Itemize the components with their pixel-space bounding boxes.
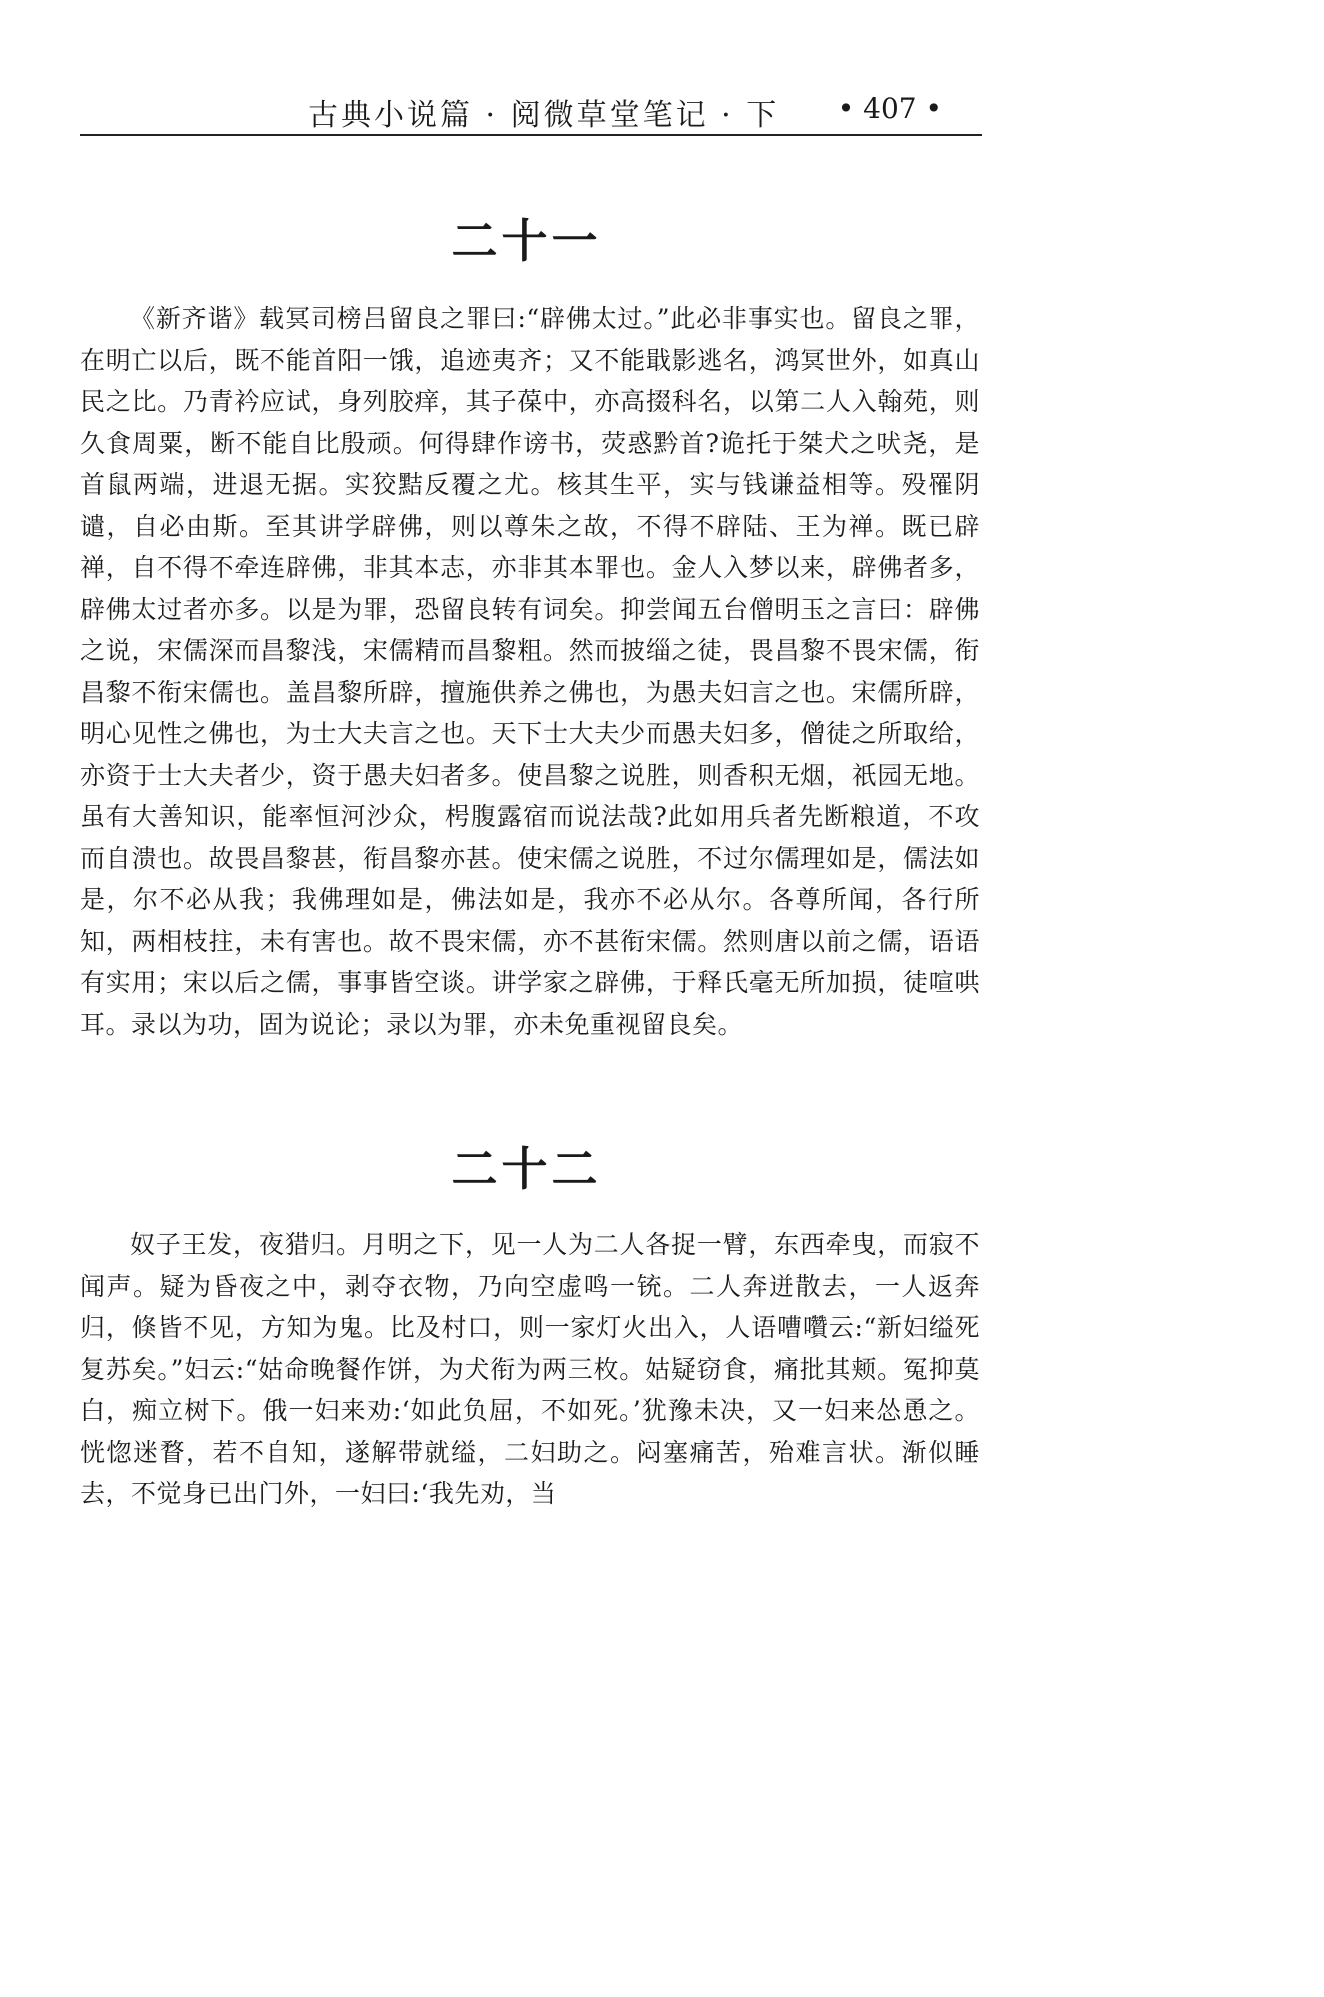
running-header-title: 古典小说篇 · 阅微草堂笔记 · 下 [308, 98, 780, 133]
section-heading-21: 二十一 [451, 214, 602, 268]
running-header [80, 84, 982, 136]
section-heading-22: 二十二 [451, 1142, 602, 1196]
page-number: • 407 • [837, 92, 942, 125]
section-body-21: 《新齐谐》载冥司榜吕留良之罪曰:“辟佛太过。”此必非事实也。留良之罪，在明亡以后，既不能首阳一饿，追迹夷齐；又不能戢影逃名，鸿冥世外，如真山民之比。乃青衿应试，身列胶痒，其子葆中，亦高掇科名，以第二人入翰苑，则久食周粟，断不能自比殷顽。何得肆作谤书，荧惑黔首?诡托于桀犬之吠尧，是首鼠两端，进退无据。实狡黠反覆之尤。核其生平，实与钱谦益相等。殁罹阴谴，自必由斯。至其讲学辟佛，则以尊朱之故，不得不辟陆、王为禅。既已辟禅，自不得不牵连辟佛，非其本志，亦非其本罪也。金人入梦以来，辟佛者多，辟佛太过者亦多。以是为罪，恐留良转有词矣。抑尝闻五台僧明玉之言曰：辟佛之说，宋儒深而昌黎浅，宋儒精而昌黎粗。然而披缁之徒，畏昌黎不畏宋儒，衔昌黎不衔宋儒也。盖昌黎所辟，擅施供养之佛也，为愚夫妇言之也。宋儒所辟，明心见性之佛也，为士大夫言之也。天下士大夫少而愚夫妇多，僧徒之所取给，亦资于士大夫者少，资于愚夫妇者多。使昌黎之说胜，则香积无烟，祇园无地。虽有大善知识，能率恒河沙众，枵腹露宿而说法哉?此如用兵者先断粮道，不攻而自溃也。故畏昌黎甚，衔昌黎亦甚。使宋儒之说胜，不过尔儒理如是，儒法如是，尔不必从我；我佛理如是，佛法如是，我亦不必从尔。各尊所闻，各行所知，两相枝拄，未有害也。故不畏宋儒，亦不甚衔宋儒。然则唐以前之儒，语语有实用；宋以后之儒，事事皆空谈。讲学家之辟佛，于释氏毫无所加损，徒喧哄耳。录以为功，固为说论；录以为罪，亦未免重视留良矣。 [80, 304, 980, 1039]
section-body-22: 奴子王发，夜猎归。月明之下，见一人为二人各捉一臂，东西牵曳，而寂不闻声。疑为昏夜之中，剥夺衣物，乃向空虚鸣一铳。二人奔迸散去，一人返奔归，倏皆不见，方知为鬼。比及村口，则一家灯火出入，人语嘈囋云:“新妇缢死复苏矣。”妇云:“姑命晚餐作饼，为犬衔为两三枚。姑疑窃食，痛批其颊。冤抑莫白，痴立树下。俄一妇来劝:‘如此负屈，不如死。’犹豫未决，又一妇来怂恿之。恍惚迷瞀，若不自知，遂解带就缢，二妇助之。闷塞痛苦，殆难言状。渐似睡去，不觉身已出门外，一妇曰:‘我先劝，当 [80, 1230, 980, 1508]
